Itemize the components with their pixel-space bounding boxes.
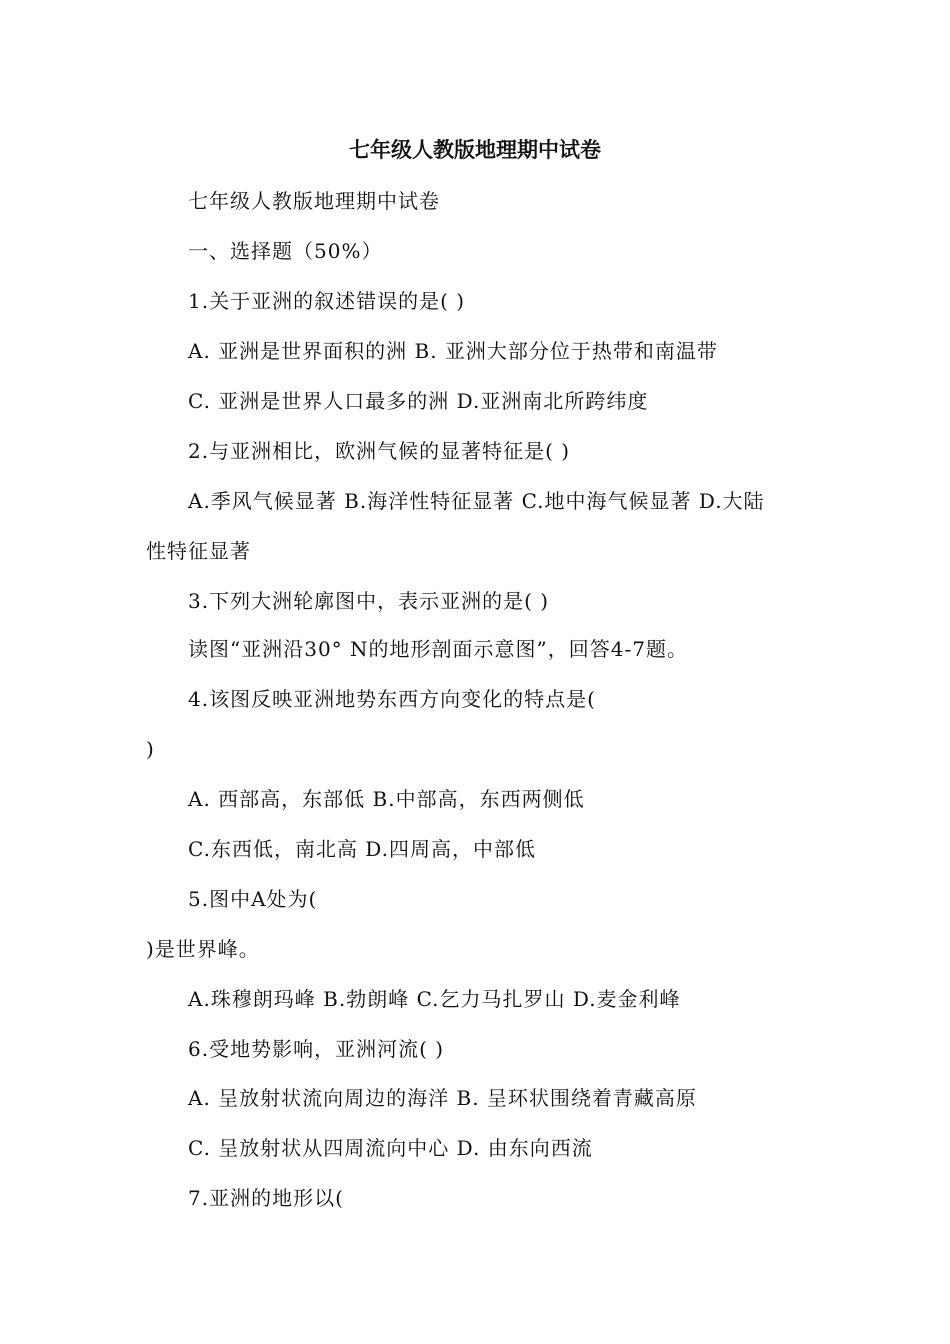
question-4-options-cd: C.东西低，南北高 D.四周高，中部低 bbox=[188, 837, 536, 861]
section-heading: 一、选择题（50%） bbox=[188, 239, 383, 263]
question-6-options-ab: A. 呈放射状流向周边的海洋 B. 呈环状围绕着青藏高原 bbox=[188, 1086, 697, 1110]
question-2-options-continued: 性特征显著 bbox=[146, 539, 251, 563]
question-6-options-cd: C. 呈放射状从四周流向中心 D. 由东向西流 bbox=[188, 1136, 593, 1160]
question-4-options-ab: A. 西部高，东部低 B.中部高，东西两侧低 bbox=[188, 787, 585, 811]
page-title: 七年级人教版地理期中试卷 bbox=[349, 138, 601, 162]
question-5-continued: )是世界峰。 bbox=[146, 937, 260, 961]
question-1: 1.关于亚洲的叙述错误的是( ) bbox=[188, 289, 466, 313]
question-5-options: A.珠穆朗玛峰 B.勃朗峰 C.乞力马扎罗山 D.麦金利峰 bbox=[188, 987, 681, 1011]
question-1-options-cd: C. 亚洲是世界人口最多的洲 D.亚洲南北所跨纬度 bbox=[188, 389, 649, 413]
question-1-options-ab: A. 亚洲是世界面积的洲 B. 亚洲大部分位于热带和南温带 bbox=[188, 339, 718, 363]
question-6: 6.受地势影响，亚洲河流( ) bbox=[188, 1037, 445, 1061]
question-2: 2.与亚洲相比，欧洲气候的显著特征是( ) bbox=[188, 439, 571, 463]
question-7: 7.亚洲的地形以( bbox=[188, 1186, 344, 1210]
question-2-options: A.季风气候显著 B.海洋性特征显著 C.地中海气候显著 D.大陆 bbox=[188, 489, 765, 513]
question-4-continued: ) bbox=[146, 737, 155, 761]
question-4: 4.该图反映亚洲地势东西方向变化的特点是( bbox=[188, 687, 596, 711]
subtitle-line: 七年级人教版地理期中试卷 bbox=[188, 189, 440, 213]
figure-instruction: 读图“亚洲沿30° N的地形剖面示意图”，回答4-7题。 bbox=[188, 637, 688, 661]
question-3: 3.下列大洲轮廓图中，表示亚洲的是( ) bbox=[188, 589, 550, 613]
question-5: 5.图中A处为( bbox=[188, 887, 318, 911]
